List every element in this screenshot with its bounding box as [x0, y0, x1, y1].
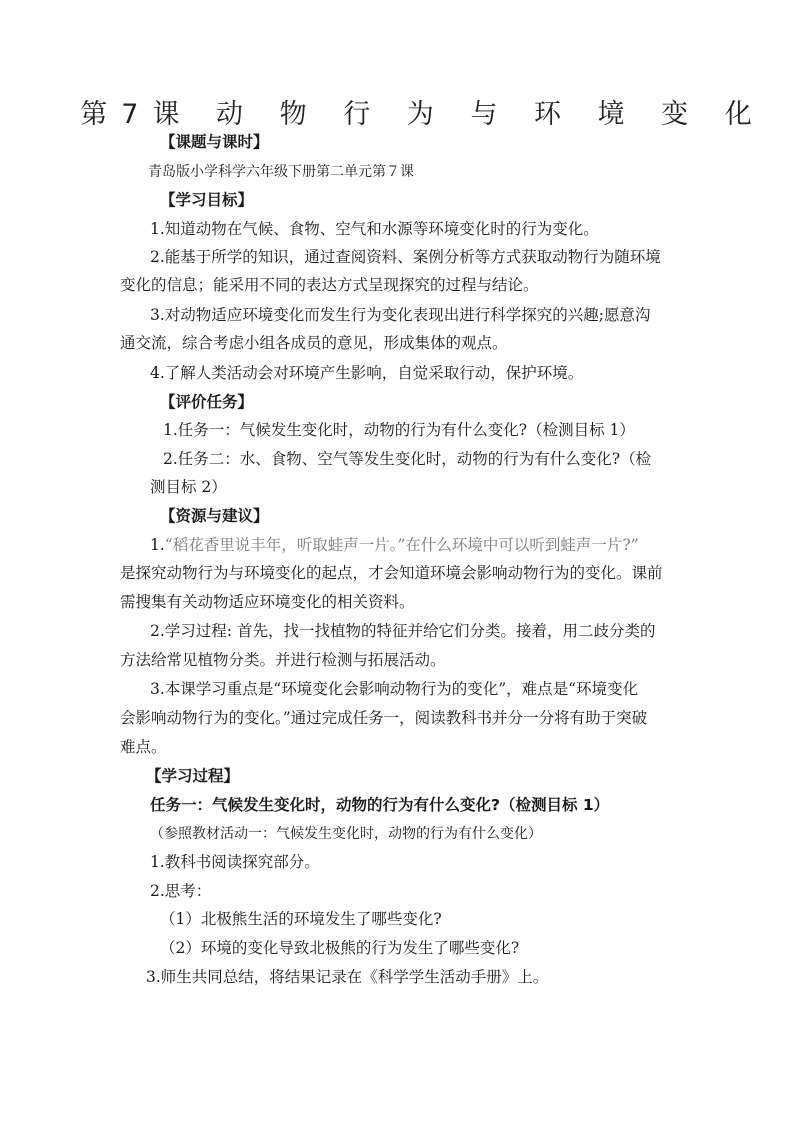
process-step-2: 2.思考：: [150, 882, 212, 900]
section-heading-tasks: 【评价任务】: [160, 393, 254, 411]
goal-3-line-2: 通交流，综合考虑小组各成员的意见，形成集体的观点。: [120, 334, 508, 352]
goal-4: 4.了解人类活动会对环境产生影响，自觉采取行动，保护环境。: [150, 364, 584, 382]
section-heading-resources: 【资源与建议】: [160, 507, 269, 525]
resource-2-line-2: 方法给常见植物分类。并进行检测与拓展活动。: [120, 651, 446, 669]
section-heading-goals: 【学习目标】: [160, 191, 254, 209]
resource-1-line-1: [150, 535, 639, 555]
goal-2-line-2: 变化的信息；能采用不同的表达方式呈现探究的过程与结论。: [120, 276, 539, 294]
resource-1-line-2: 是探究动物行为与环境变化的起点，才会知道环境会影响动物行为的变化。课前: [120, 564, 663, 582]
goal-2-line-1: 2.能基于所学的知识，通过查阅资料、案例分析等方式获取动物行为随环境: [150, 248, 661, 266]
process-step-1: 1.教科书阅读探究部分。: [150, 853, 320, 871]
page-title: 第7课 动 物 行 为 与 环 境 变 化: [80, 99, 766, 130]
process-step-3: 3.师生共同总结，将结果记录在《科学学生活动手册》上。: [146, 968, 549, 986]
process-task-1: 任务一：气候发生变化时，动物的行为有什么变化?（检测目标 1）: [150, 796, 610, 814]
resource-1-quote: “稻花香里说丰年，听取蛙声一片。”在什么环境中可以听到蛙声一片?”: [164, 536, 639, 554]
process-reference: （参照教材活动一：气候发生变化时，动物的行为有什么变化）: [150, 826, 542, 842]
resource-2-line-1: 2.学习过程: 首先，找一找植物的特征并给它们分类。接着，用二歧分类的: [150, 622, 656, 640]
task-2-line-2: 测目标 2）: [150, 478, 227, 496]
goal-3-line-1: 3.对动物适应环境变化而发生行为变化表现出进行科学探究的兴趣;愿意沟: [150, 306, 651, 324]
course-text: 青岛版小学科学六年级下册第二单元第７课: [148, 164, 414, 180]
section-heading-course: 【课题与课时】: [160, 133, 269, 151]
process-question-1: （1）北极熊生活的环境发生了哪些变化?: [160, 910, 442, 928]
resource-1-line-3: 需搜集有关动物适应环境变化的相关资料。: [120, 593, 415, 611]
section-heading-process: 【学习过程】: [146, 767, 240, 785]
resource-1-number: 1.: [150, 536, 165, 554]
goal-1: 1.知道动物在气候、食物、空气和水源等环境变化时的行为变化。: [150, 220, 599, 238]
resource-3-line-2: 会影响动物行为的变化。”通过完成任务一，阅读教科书并分一分将有助于突破: [120, 709, 648, 727]
task-2-line-1: 2.任务二：水、食物、空气等发生变化时，动物的行为有什么变化?（检: [163, 450, 652, 468]
resource-3-line-1: 3.本课学习重点是“环境变化会影响动物行为的变化”，难点是“环境变化: [150, 680, 639, 698]
task-1: 1.任务一：气候发生变化时，动物的行为有什么变化?（检测目标 1）: [163, 421, 635, 439]
resource-3-line-3: 难点。: [120, 738, 167, 756]
process-question-2: （2）环境的变化导致北极熊的行为发生了哪些变化?: [160, 939, 520, 957]
